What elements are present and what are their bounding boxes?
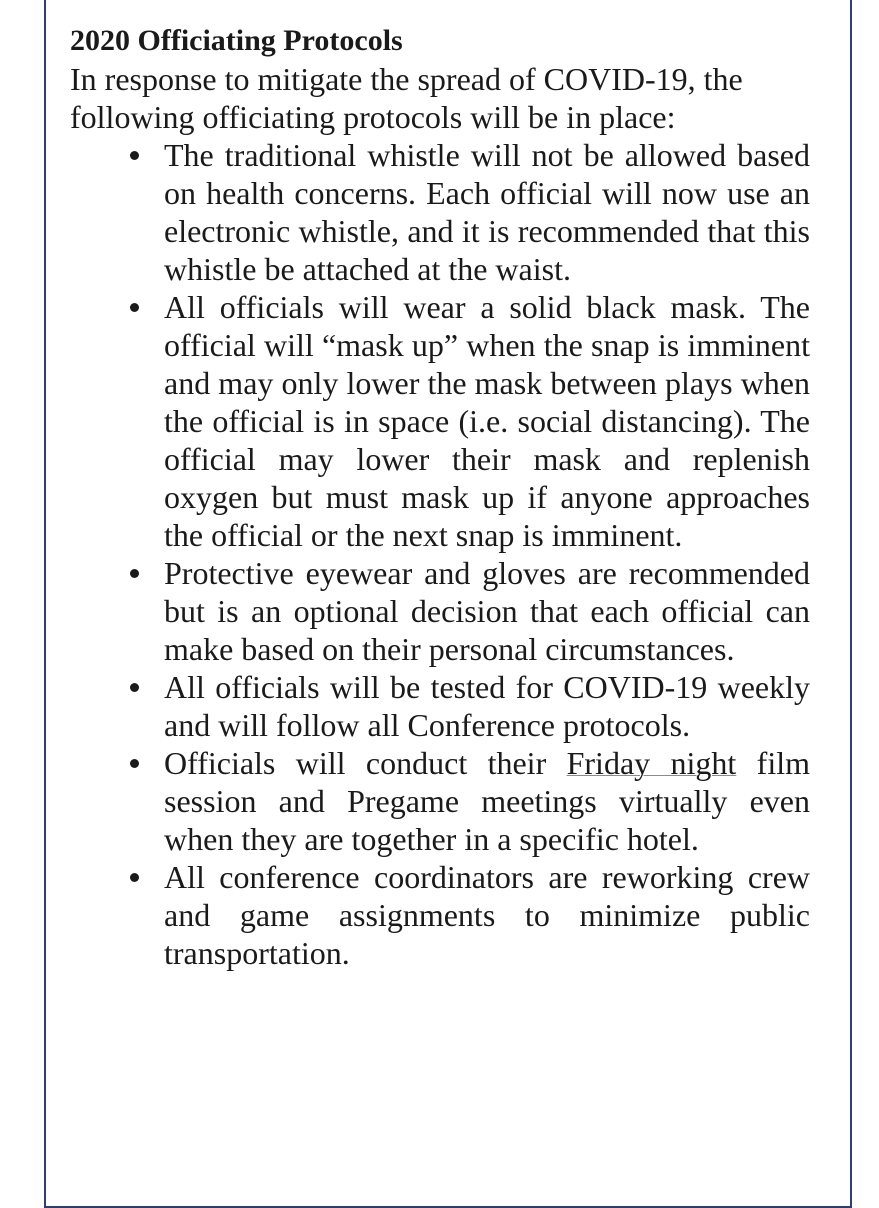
list-item-text: All conference coordinators are reworking crew and game assignments to minimize public transportation. [164,859,810,971]
list-item [70,554,810,668]
bullet-icon [130,873,139,882]
list-item [70,858,810,972]
intro-paragraph: In response to mitigate the spread of COVID-19, the following officiating protocols will be in place: [70,61,743,135]
bullet-icon [130,759,139,768]
list-item [70,668,810,744]
friday-night-link[interactable]: Friday night [566,745,737,781]
bullet-icon [130,569,139,578]
list-item [70,136,810,288]
list-item-text: All officials will be tested for COVID-19 weekly and will follow all Conference protocols. [164,669,810,743]
list-item [70,288,810,554]
list-item-text: Protective eyewear and gloves are recommended but is an optional decision that each official can make based on their personal circumstances. [164,555,810,667]
list-item-text-after: film session and Pregame meetings virtually even when they are together in a specific hotel. [164,745,810,857]
list-item [70,744,810,858]
protocol-list [70,136,810,972]
bullet-icon [130,683,139,692]
document-body [70,22,810,972]
bullet-icon [130,151,139,160]
list-item-text: All officials will wear a solid black mask. The official will “mask up” when the snap is imminent and may only lower the mask between plays when the official is in space (i.e. social distancing). The official may lower their mask and replenish oxygen but must mask up if anyone approaches the official or the next snap is imminent. [164,289,810,553]
list-item-text-before: Officials will conduct their [164,745,567,781]
bullet-icon [130,303,139,312]
document-title: 2020 Officiating Protocols [70,24,403,57]
list-item-text: The traditional whistle will not be allowed based on health concerns. Each official will now use an electronic whistle, and it is recommended that this whistle be attached at the waist. [164,137,810,287]
